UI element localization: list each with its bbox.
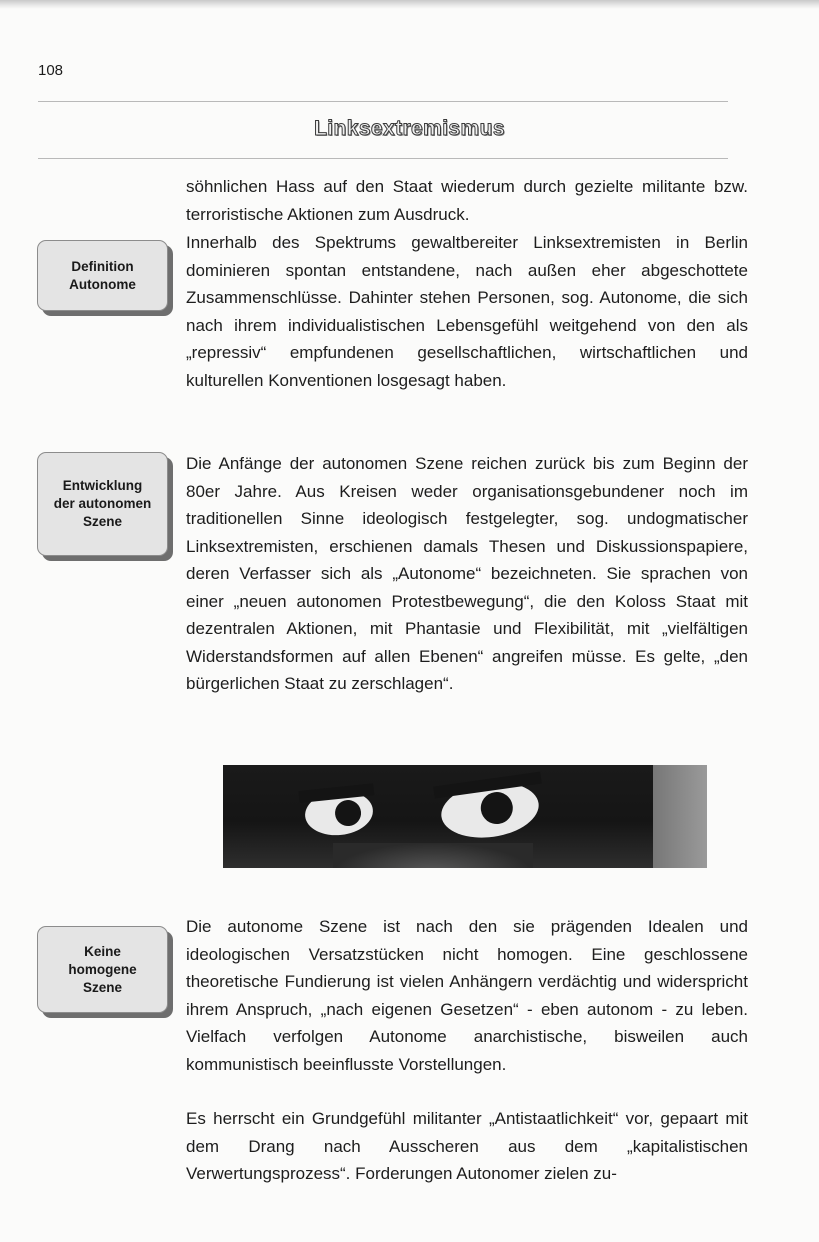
paragraph-1: söhnlichen Hass auf den Staat wiederum durch gezielte militante bzw. terroristische Aktionen zum Ausdruck. (186, 177, 748, 224)
side-label-keine-homogene-szene: Keine homogene Szene (37, 926, 168, 1013)
page-top-edge (0, 0, 819, 9)
masked-face-photo (223, 765, 707, 868)
page-number: 108 (38, 62, 64, 79)
paragraph-5: Es herrscht ein Grundgefühl militanter „Antistaatlichkeit“ vor, gepaart mit dem Drang nach Ausscheren aus dem „kapitalistischen Verwertungsprozess“. Forderungen Autonomer zielen zu- (186, 1109, 748, 1183)
paragraph-3: Die Anfänge der autonomen Szene reichen zurück bis zum Beginn der 80er Jahre. Aus Kreisen weder organisationsgebundener noch im traditionellen Sinne ideologisch festgelegter, sog. undogmatischer Linksextremisten, erschienen damals Thesen und Diskussionspapiere, deren Verfasser sich als „Autonome“ bezeichneten. Sie sprachen von einer „neuen autonomen Protestbewegung“, die den Koloss Staat mit dezentralen Aktionen, mit Phantasie und Flexibilität, mit „vielfältigen Widerstandsformen auf allen Ebenen“ angreifen müsse. Es gelte, „den bürgerlichen Staat zu zerschlagen“. (186, 454, 748, 693)
paragraph-2: Innerhalb des Spektrums gewaltbereiter Linksextremisten in Berlin dominieren spontan entstandene, nach außen eher abgeschottete Zusammenschlüsse. Dahinter stehen Personen, sog. Autonome, die sich nach ihrem individualistischen Lebensgefühl weitgehend von den als „repressiv“ empfundenen gesellschaftlichen, wirtschaftlichen und kulturellen Konventionen losgesagt haben. (186, 233, 748, 390)
nose-bridge (333, 843, 533, 868)
header-rule-bottom (38, 158, 728, 159)
side-label-definition-autonome: Definition Autonome (37, 240, 168, 311)
page-header-title: Linksextremismus (314, 117, 505, 140)
header-rule-top (38, 101, 728, 102)
paragraph-4: Die autonome Szene ist nach den sie prägenden Idealen und ideologischen Versatzstücken nicht homogen. Eine geschlossene theoretische Fundierung ist vielen Anhängern verdächtig und widerspricht ihrem Anspruch, „nach eigenen Gesetzen“ - eben autonom - zu leben. Vielfach verfolgen Autonome anarchistische, bisweilen auch kommunistisch beeinflusste Vorstellungen. (186, 917, 748, 1074)
side-label-entwicklung: Entwicklung der autonomen Szene (37, 452, 168, 556)
